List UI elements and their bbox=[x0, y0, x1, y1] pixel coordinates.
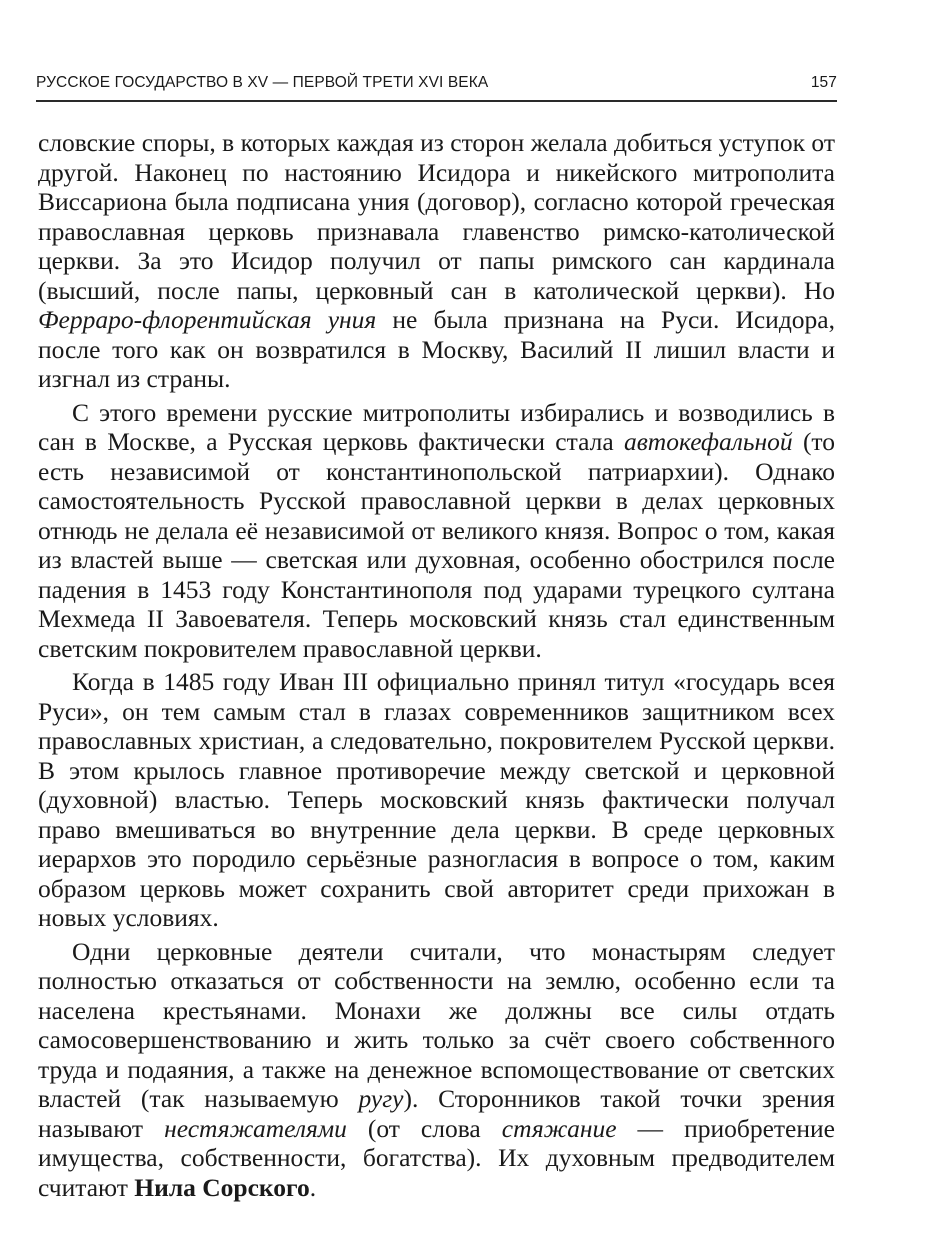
paragraph bbox=[38, 937, 835, 1203]
text-run: ). Сторонников такой точки зрения называют bbox=[38, 1084, 835, 1143]
running-head bbox=[36, 74, 837, 92]
body-text bbox=[38, 128, 835, 1202]
text-run: (от слова bbox=[346, 1113, 502, 1143]
paragraph bbox=[38, 667, 835, 933]
paragraph bbox=[38, 398, 835, 664]
text-run: (то есть независимой от константинопольской патриархии). Однако самостоятельность Русской православной церкви в делах церковных отнюдь не делала её независимой от великого князя. Вопрос о том, какая из властей выше — светская или духовная, особенно обострился после падения в 1453 году Константинополя под ударами турецкого султана Мехмеда II Завоевателя. Теперь московский князь стал единственным светским покровителем православной церкви. bbox=[38, 427, 835, 663]
page-number: 157 bbox=[810, 74, 837, 91]
bold-term: Нила Сорского bbox=[134, 1172, 310, 1202]
italic-term: стяжание bbox=[501, 1113, 617, 1143]
text-run: словские споры, в которых каждая из сторон желала добиться уступок от другой. Наконец по настоянию Исидора и никейского митрополита Виссариона была подписана уния (договор), согласно которой греческая православная церковь признавала главенство римско-католической церкви. За это Исидор получил от папы римского сан кардинала (высший, после папы, церковный сан в католической церкви). Но bbox=[38, 128, 835, 305]
text-run: . bbox=[309, 1172, 317, 1202]
running-title: РУССКОЕ ГОСУДАРСТВО В XV — ПЕРВОЙ ТРЕТИ XVI ВЕКА bbox=[36, 74, 489, 91]
italic-term: Ферраро-флорентийская уния bbox=[38, 305, 377, 334]
text-run: не была признана на Руси. Исидора, после того как он возвратился в Москву, Василий II лишил власти и изгнал из страны. bbox=[38, 305, 836, 393]
text-run: С этого времени русские митрополиты избирались и возводились в сан в Москве, а Русская церковь фактически стала bbox=[38, 397, 835, 456]
paragraph-continued bbox=[38, 128, 835, 394]
italic-term: нестяжателями bbox=[164, 1113, 347, 1143]
italic-term: автокефальной bbox=[623, 427, 793, 456]
text-run: Одни церковные деятели считали, что монастырям следует полностью отказаться от собственности на землю, особенно если та населена крестьянами. Монахи же должны все силы отдать самосовершенствованию и жить только за счёт своего собственного труда и подаяния, а также на денежное вспомоществование от светских властей (так называемую bbox=[38, 936, 835, 1113]
text-run: Когда в 1485 году Иван III официально принял титул «государь всея Руси», он тем самым стал в глазах современников защитником всех православных христиан, а следовательно, покровителем Русской церкви. В этом крылось главное противоречие между светской и церковной (духовной) властью. Теперь московский князь фактически получал право вмешиваться во внутренние дела церкви. В среде церковных иерархов это породило серьёзные разногласия в вопросе о том, каким образом церковь может сохранить свой авторитет среди прихожан в новых условиях. bbox=[38, 667, 835, 932]
text-run: — приобретение имущества, собственности, богатства). Их духовным предводителем считают bbox=[38, 1113, 835, 1202]
header-rule bbox=[36, 100, 837, 102]
italic-term: ругу bbox=[358, 1084, 404, 1113]
